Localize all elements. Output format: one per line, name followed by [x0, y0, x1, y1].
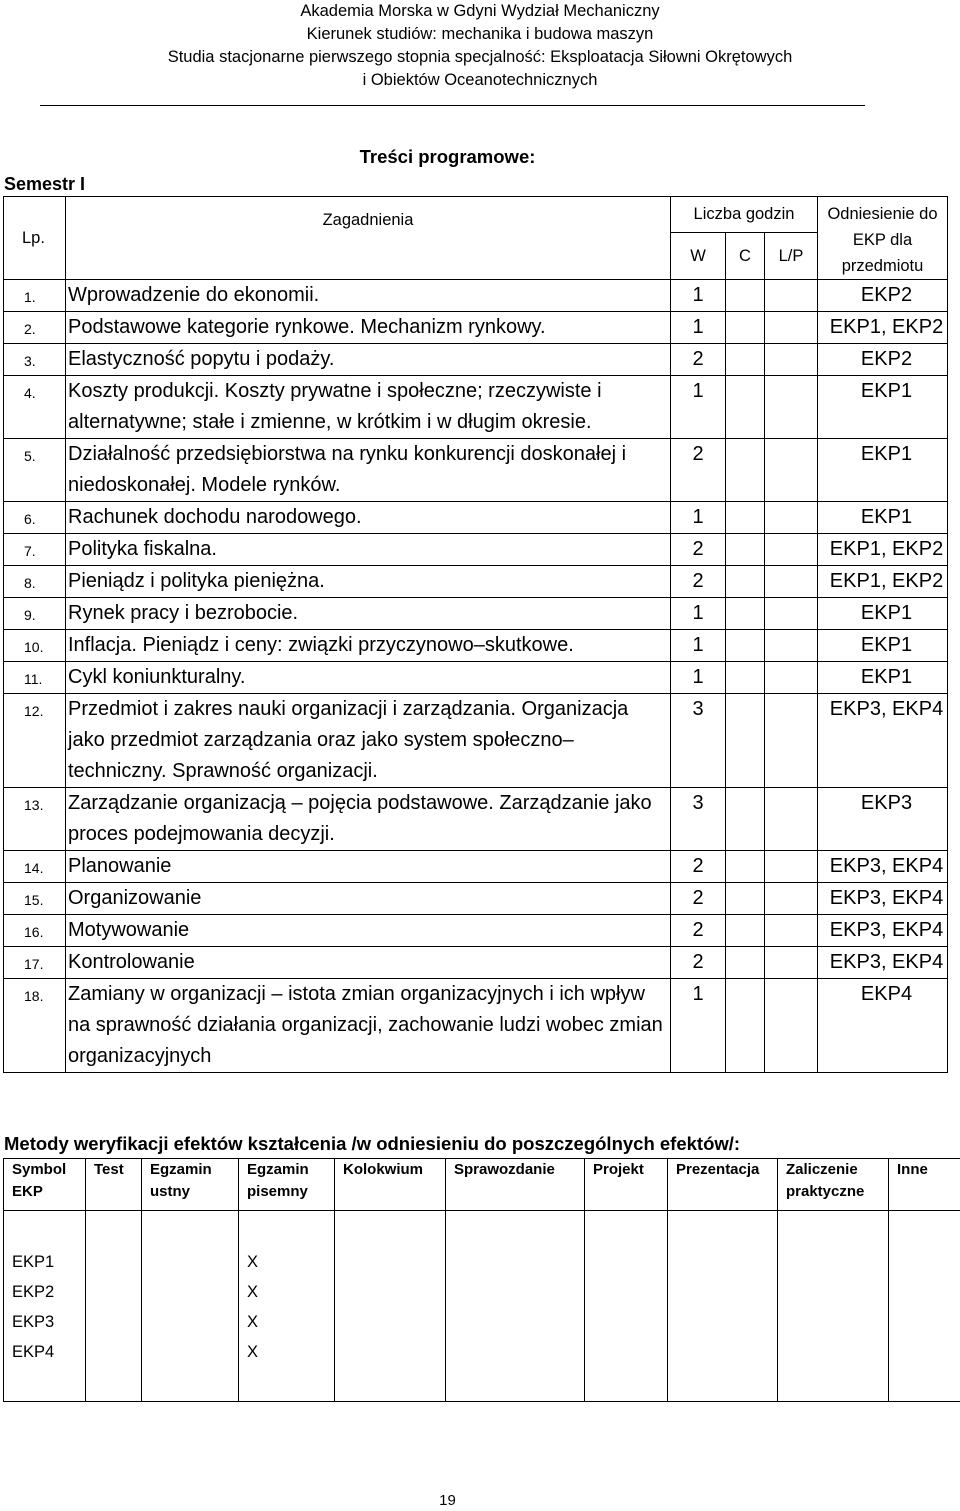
row-topic: Koszty produkcji. Koszty prywatne i społeczne; rzeczywiste i alternatywne; stałe i zmienne, w krótkim i w długim okresie. [66, 376, 671, 439]
methods-cell [86, 1311, 142, 1341]
row-hours-lp [765, 534, 818, 566]
program-row [4, 694, 948, 788]
program-row [4, 280, 948, 312]
row-hours-w: 2 [671, 344, 726, 376]
methods-cell [335, 1281, 446, 1311]
methods-header-cell: Test [86, 1159, 142, 1211]
row-number: 7. [4, 534, 66, 566]
row-ekp-ref: EKP3, EKP4 [818, 694, 948, 788]
row-hours-c [726, 566, 765, 598]
methods-cell [446, 1341, 585, 1371]
col-lp-header: Lp. [4, 197, 66, 280]
methods-row [4, 1281, 960, 1311]
row-topic: Cykl koniunkturalny. [66, 662, 671, 694]
methods-mark: X [239, 1251, 335, 1281]
row-number: 9. [4, 598, 66, 630]
col-topics-header: Zagadnienia [66, 197, 671, 280]
page-number: 19 [439, 1492, 456, 1509]
methods-cell [446, 1281, 585, 1311]
row-hours-lp [765, 439, 818, 502]
methods-header-cell: Projekt [585, 1159, 668, 1211]
row-number: 11. [4, 662, 66, 694]
methods-spacer-row [4, 1211, 960, 1251]
header-line-3: Studia stacjonarne pierwszego stopnia specjalność: Eksploatacja Siłowni Okrętowych [167, 48, 793, 66]
row-topic: Pieniądz i polityka pieniężna. [66, 566, 671, 598]
program-row [4, 439, 948, 502]
methods-row [4, 1311, 960, 1341]
methods-cell [889, 1311, 960, 1341]
methods-cell [778, 1281, 889, 1311]
methods-end-row [4, 1371, 960, 1402]
row-hours-c [726, 883, 765, 915]
methods-header-cell: Egzamin pisemny [239, 1159, 335, 1211]
row-hours-w: 1 [671, 979, 726, 1073]
row-hours-w: 2 [671, 534, 726, 566]
methods-symbol: EKP4 [4, 1341, 86, 1371]
row-hours-c [726, 312, 765, 344]
row-hours-lp [765, 788, 818, 851]
row-hours-lp [765, 662, 818, 694]
methods-cell [889, 1341, 960, 1371]
row-hours-c [726, 979, 765, 1073]
row-ekp-ref: EKP2 [818, 344, 948, 376]
row-hours-w: 2 [671, 947, 726, 979]
row-number: 6. [4, 502, 66, 534]
row-hours-lp [765, 947, 818, 979]
program-table [3, 196, 948, 1073]
row-hours-c [726, 788, 765, 851]
methods-cell [585, 1341, 668, 1371]
row-number: 15. [4, 883, 66, 915]
program-row [4, 534, 948, 566]
methods-symbol: EKP1 [4, 1251, 86, 1281]
row-hours-c [726, 662, 765, 694]
methods-cell [668, 1251, 778, 1281]
methods-cell [585, 1311, 668, 1341]
program-row [4, 883, 948, 915]
row-number: 5. [4, 439, 66, 502]
program-row [4, 788, 948, 851]
row-topic: Polityka fiskalna. [66, 534, 671, 566]
methods-cell [142, 1281, 239, 1311]
row-hours-lp [765, 376, 818, 439]
methods-cell [668, 1311, 778, 1341]
header-line-1: Akademia Morska w Gdyni Wydział Mechaniczny [300, 2, 660, 20]
row-hours-lp [765, 502, 818, 534]
row-hours-c [726, 630, 765, 662]
row-hours-c [726, 502, 765, 534]
methods-header-cell: Sprawozdanie [446, 1159, 585, 1211]
semester-label: Semestr I [4, 174, 86, 194]
row-ekp-ref: EKP1, EKP2 [818, 312, 948, 344]
methods-cell [668, 1341, 778, 1371]
methods-cell [889, 1281, 960, 1311]
methods-cell [86, 1251, 142, 1281]
row-hours-w: 1 [671, 630, 726, 662]
row-hours-w: 3 [671, 694, 726, 788]
header-line-4: i Obiektów Oceanotechnicznych [362, 71, 598, 89]
methods-cell [335, 1311, 446, 1341]
page-title: Treści programowe: [359, 146, 536, 167]
program-row [4, 979, 948, 1073]
methods-row [4, 1341, 960, 1371]
methods-cell [142, 1251, 239, 1281]
row-topic: Kontrolowanie [66, 947, 671, 979]
methods-title: Metody weryfikacji efektów kształcenia /w odniesieniu do poszczególnych efektów/: [4, 1133, 741, 1154]
row-topic: Działalność przedsiębiorstwa na rynku konkurencji doskonałej i niedoskonałej. Modele rynków. [66, 439, 671, 502]
row-hours-lp [765, 598, 818, 630]
row-hours-lp [765, 979, 818, 1073]
row-hours-c [726, 947, 765, 979]
program-row [4, 662, 948, 694]
row-hours-c [726, 915, 765, 947]
methods-symbol: EKP2 [4, 1281, 86, 1311]
methods-cell [335, 1341, 446, 1371]
row-hours-lp [765, 280, 818, 312]
methods-cell [446, 1251, 585, 1281]
methods-header-cell: Kolokwium [335, 1159, 446, 1211]
row-hours-lp [765, 851, 818, 883]
program-row [4, 344, 948, 376]
methods-header-cell: Egzamin ustny [142, 1159, 239, 1211]
row-hours-w: 2 [671, 883, 726, 915]
methods-cell [585, 1281, 668, 1311]
methods-cell [778, 1341, 889, 1371]
methods-cell [585, 1251, 668, 1281]
row-number: 4. [4, 376, 66, 439]
row-ekp-ref: EKP1 [818, 598, 948, 630]
program-row [4, 947, 948, 979]
methods-cell [335, 1251, 446, 1281]
row-hours-w: 3 [671, 788, 726, 851]
methods-header-cell: Inne [889, 1159, 960, 1211]
row-hours-w: 1 [671, 598, 726, 630]
col-c-header: C [726, 232, 765, 279]
row-hours-w: 1 [671, 376, 726, 439]
row-number: 1. [4, 280, 66, 312]
program-row [4, 915, 948, 947]
program-row [4, 598, 948, 630]
row-number: 14. [4, 851, 66, 883]
row-topic: Podstawowe kategorie rynkowe. Mechanizm rynkowy. [66, 312, 671, 344]
row-ekp-ref: EKP4 [818, 979, 948, 1073]
row-number: 3. [4, 344, 66, 376]
row-hours-lp [765, 630, 818, 662]
row-hours-c [726, 598, 765, 630]
row-hours-lp [765, 566, 818, 598]
row-number: 12. [4, 694, 66, 788]
methods-cell [889, 1251, 960, 1281]
row-number: 8. [4, 566, 66, 598]
row-ekp-ref: EKP1, EKP2 [818, 534, 948, 566]
row-topic: Rachunek dochodu narodowego. [66, 502, 671, 534]
row-hours-c [726, 694, 765, 788]
row-hours-c [726, 376, 765, 439]
methods-table [3, 1158, 960, 1402]
row-number: 10. [4, 630, 66, 662]
row-ekp-ref: EKP1, EKP2 [818, 566, 948, 598]
row-hours-w: 1 [671, 502, 726, 534]
row-hours-w: 2 [671, 851, 726, 883]
methods-cell [142, 1341, 239, 1371]
methods-cell [778, 1311, 889, 1341]
methods-cell [778, 1251, 889, 1281]
methods-symbol: EKP3 [4, 1311, 86, 1341]
row-topic: Elastyczność popytu i podaży. [66, 344, 671, 376]
row-hours-lp [765, 344, 818, 376]
row-hours-lp [765, 883, 818, 915]
row-topic: Przedmiot i zakres nauki organizacji i zarządzania. Organizacja jako przedmiot zarządzania oraz jako system społeczno–techniczny. Sprawność organizacji. [66, 694, 671, 788]
row-hours-c [726, 280, 765, 312]
row-hours-c [726, 344, 765, 376]
methods-mark: X [239, 1311, 335, 1341]
program-header-row [4, 197, 948, 233]
row-ekp-ref: EKP1 [818, 376, 948, 439]
methods-mark: X [239, 1341, 335, 1371]
row-topic: Zamiany w organizacji – istota zmian organizacyjnych i ich wpływ na sprawność działania organizacji, zachowanie ludzi wobec zmian organizacyjnych [66, 979, 671, 1073]
methods-header-cell: Zaliczenie praktyczne [778, 1159, 889, 1211]
row-ekp-ref: EKP3, EKP4 [818, 915, 948, 947]
row-hours-w: 2 [671, 915, 726, 947]
row-topic: Inflacja. Pieniądz i ceny: związki przyczynowo–skutkowe. [66, 630, 671, 662]
col-w-header: W [671, 232, 726, 279]
row-number: 13. [4, 788, 66, 851]
row-ekp-ref: EKP1 [818, 662, 948, 694]
methods-cell [86, 1281, 142, 1311]
row-hours-lp [765, 694, 818, 788]
row-ekp-ref: EKP1 [818, 439, 948, 502]
row-number: 18. [4, 979, 66, 1073]
row-ekp-ref: EKP3 [818, 788, 948, 851]
row-hours-lp [765, 915, 818, 947]
col-hours-header: Liczba godzin [671, 197, 818, 233]
row-topic: Motywowanie [66, 915, 671, 947]
row-ekp-ref: EKP3, EKP4 [818, 851, 948, 883]
row-topic: Planowanie [66, 851, 671, 883]
col-lp2-header: L/P [765, 232, 818, 279]
row-hours-w: 1 [671, 280, 726, 312]
program-row [4, 851, 948, 883]
row-hours-w: 2 [671, 566, 726, 598]
header-line-2: Kierunek studiów: mechanika i budowa maszyn [306, 25, 654, 43]
program-row [4, 312, 948, 344]
methods-header-row [4, 1159, 960, 1211]
row-topic: Rynek pracy i bezrobocie. [66, 598, 671, 630]
row-number: 16. [4, 915, 66, 947]
methods-cell [142, 1311, 239, 1341]
row-ekp-ref: EKP1 [818, 630, 948, 662]
methods-mark: X [239, 1281, 335, 1311]
program-row [4, 502, 948, 534]
row-ekp-ref: EKP3, EKP4 [818, 947, 948, 979]
row-number: 17. [4, 947, 66, 979]
row-hours-w: 1 [671, 312, 726, 344]
program-row [4, 376, 948, 439]
methods-row [4, 1251, 960, 1281]
row-topic: Wprowadzenie do ekonomii. [66, 280, 671, 312]
methods-header-cell: Symbol EKP [4, 1159, 86, 1211]
program-row [4, 566, 948, 598]
row-hours-c [726, 439, 765, 502]
row-hours-w: 2 [671, 439, 726, 502]
col-ref-header: Odniesienie do EKP dla przedmiotu [818, 197, 948, 280]
program-row [4, 630, 948, 662]
row-ekp-ref: EKP2 [818, 280, 948, 312]
row-hours-lp [765, 312, 818, 344]
row-topic: Zarządzanie organizacją – pojęcia podstawowe. Zarządzanie jako proces podejmowania decyzji. [66, 788, 671, 851]
row-number: 2. [4, 312, 66, 344]
methods-cell [446, 1311, 585, 1341]
row-hours-c [726, 534, 765, 566]
header-rule [40, 105, 865, 106]
row-hours-w: 1 [671, 662, 726, 694]
row-ekp-ref: EKP3, EKP4 [818, 883, 948, 915]
row-topic: Organizowanie [66, 883, 671, 915]
methods-header-cell: Prezentacja [668, 1159, 778, 1211]
row-hours-c [726, 851, 765, 883]
methods-cell [668, 1281, 778, 1311]
methods-cell [86, 1341, 142, 1371]
row-ekp-ref: EKP1 [818, 502, 948, 534]
